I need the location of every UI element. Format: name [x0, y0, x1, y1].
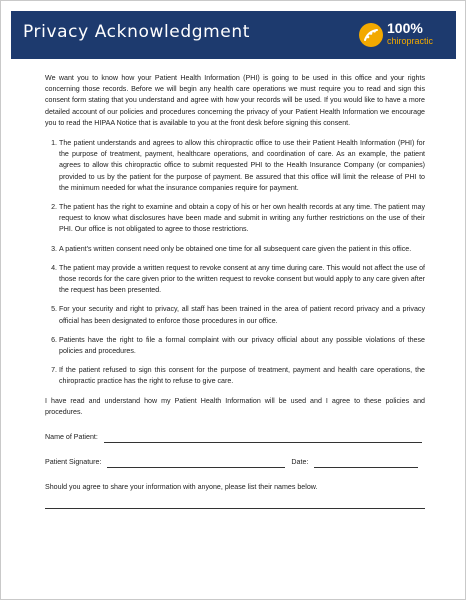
patient-name-row [45, 432, 425, 443]
list-item: 6. Patients have the right to file a formal complaint with our privacy official about any possible violations of these policies and procedures. [59, 335, 425, 357]
brand-logo [358, 20, 448, 50]
list-item: 2. The patient has the right to examine and obtain a copy of his or her own health records at any time. The patient may request to know what disclosures have been made and submit in writing any further restrictions on the use of their PHI. Our office is not obligated to agree to those restrictions. [59, 202, 425, 236]
logo-subtext: chiropractic [387, 36, 434, 46]
intro-paragraph: We want you to know how your Patient Health Information (PHI) is going to be used in this office and your rights concerning those records. Before we will begin any health care operations we must require you to read and sign this consent form stating that you understand and agree with how your records will be used. If you would like to have a more detailed account of our policies and procedures concerning the privacy of your Patient Health Information we encourage you to read the HIPAA Notice that is available to you at the front desk before signing this consent. [45, 74, 425, 127]
header-banner [11, 11, 456, 59]
list-item: 4. The patient may provide a written request to revoke consent at any time during care. This would not affect the use of those records for the care given prior to the written request to revoke consent but would apply to any care given after the request has been presented. [59, 263, 425, 297]
list-item: 3. A patient's written consent need only be obtained one time for all subsequent care given the patient in this office. [59, 244, 425, 255]
patient-signature-field[interactable] [107, 459, 285, 468]
patient-name-label: Name of Patient: [45, 433, 98, 442]
list-item: 1. The patient understands and agrees to allow this chiropractic office to use their Patient Health Information (PHI) for the purpose of treatment, payment, healthcare operations, and coordination of care. As an example, the patient agrees to allow this chiropractic office to submit requested PHI to the Health Insurance Company (or companies) provided to us by the patient for the purpose of payment. Be assured that this office will limit the release of PHI to the minimum needed for what the insurance companies require for payment. [59, 138, 425, 194]
policy-list [45, 138, 425, 388]
date-field[interactable] [314, 459, 418, 468]
agreement-statement: I have read and understand how my Patient Health Information will be used and I agree to these policies and procedures. [45, 396, 425, 416]
signature-row [45, 457, 425, 468]
patient-name-field[interactable] [104, 434, 422, 443]
page-title: Privacy Acknowledgment [23, 22, 250, 42]
share-names-field[interactable] [45, 502, 425, 509]
logo-text: 100% [387, 20, 423, 36]
patient-signature-label: Patient Signature: [45, 458, 102, 467]
date-label: Date: [291, 458, 309, 467]
list-item: 7. If the patient refused to sign this consent for the purpose of treatment, payment and health care operations, the chiropractic practice has the right to refuse to give care. [59, 365, 425, 387]
list-item: 5. For your security and right to privacy, all staff has been trained in the area of patient record privacy and a privacy official has been designated to enforce those procedures in our office. [59, 304, 425, 326]
document-body [45, 73, 425, 509]
share-prompt: Should you agree to share your information with anyone, please list their names below. [45, 483, 318, 492]
spine-hand-logo-icon [358, 22, 384, 48]
